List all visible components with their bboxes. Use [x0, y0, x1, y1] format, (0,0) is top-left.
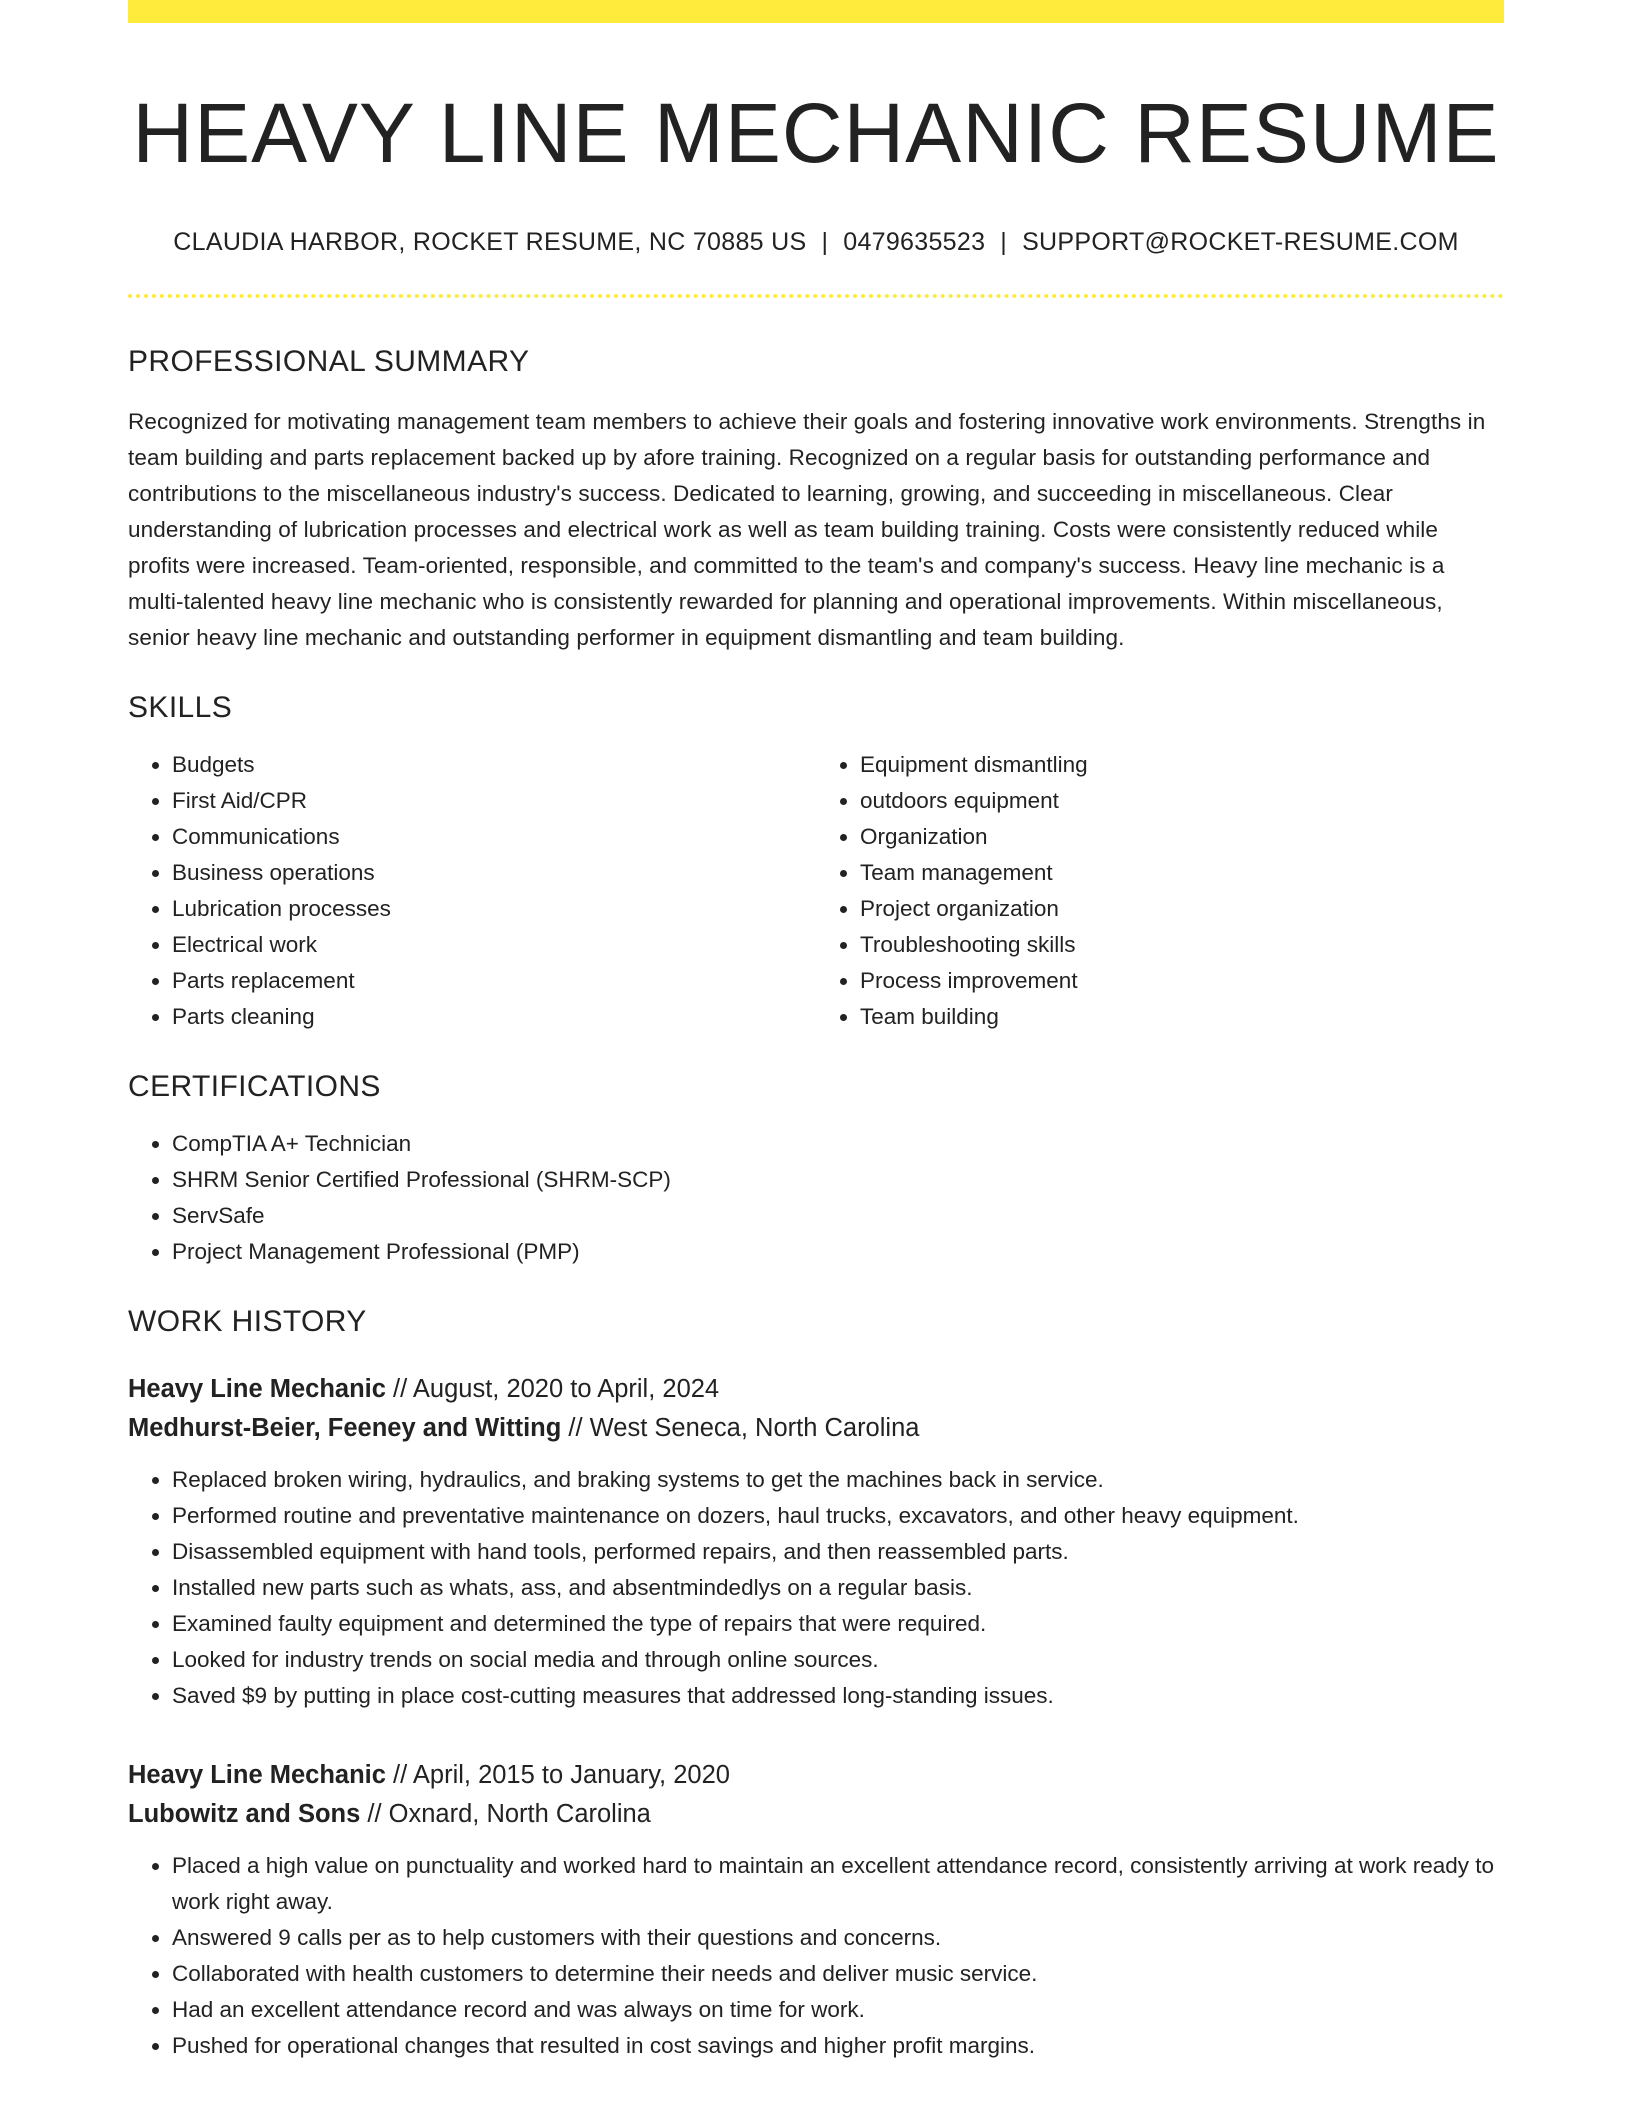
job-entry [128, 1370, 1504, 1714]
job-entry [128, 1756, 1504, 2064]
summary-heading: PROFESSIONAL SUMMARY [128, 345, 530, 379]
skill-item: • Team management [860, 855, 1504, 891]
job-bullet: • Answered 9 calls per as to help customers with their questions and concerns. [172, 1920, 1504, 1956]
skill-item: • Organization [860, 819, 1504, 855]
certifications-list [128, 1126, 1504, 1270]
skill-item: • Equipment dismantling [860, 747, 1504, 783]
skill-item: • Process improvement [860, 963, 1504, 999]
contact-phone: 0479635523 [843, 227, 986, 256]
job-title: Heavy Line Mechanic [128, 1375, 386, 1404]
resume-page [128, 0, 1504, 2064]
job-bullets [128, 1462, 1504, 1714]
job-bullet: • Examined faulty equipment and determined the type of repairs that were required. [172, 1606, 1504, 1642]
skills-list-left [128, 747, 816, 1035]
skills-columns [128, 747, 1504, 1035]
job-location: // Oxnard, North Carolina [360, 1800, 651, 1829]
skill-item: • Lubrication processes [172, 891, 816, 927]
skill-item: • Project organization [860, 891, 1504, 927]
certifications-heading: CERTIFICATIONS [128, 1070, 381, 1104]
job-company-line [128, 1409, 1504, 1448]
contact-separator: | [821, 227, 829, 256]
skill-item: • Business operations [172, 855, 816, 891]
job-dates: // April, 2015 to January, 2020 [385, 1761, 730, 1790]
contact-email[interactable]: SUPPORT@ROCKET-RESUME.COM [1022, 227, 1459, 256]
job-bullet: • Saved $9 by putting in place cost-cutting measures that addressed long-standing issues. [172, 1678, 1504, 1714]
job-company: Lubowitz and Sons [128, 1800, 361, 1829]
contact-line [128, 226, 1504, 259]
job-company: Medhurst-Beier, Feeney and Witting [128, 1414, 562, 1443]
job-bullet: • Installed new parts such as whats, ass, and absentmindedlys on a regular basis. [172, 1570, 1504, 1606]
skill-item: • First Aid/CPR [172, 783, 816, 819]
job-bullets [128, 1848, 1504, 2064]
job-bullet: • Placed a high value on punctuality and worked hard to maintain an excellent attendance record, consistently arriving at work ready to work right away. [172, 1848, 1504, 1920]
contact-address: CLAUDIA HARBOR, ROCKET RESUME, NC 70885 US [173, 227, 807, 256]
job-bullet: • Had an excellent attendance record and was always on time for work. [172, 1992, 1504, 2028]
job-bullet: • Pushed for operational changes that resulted in cost savings and higher profit margins. [172, 2028, 1504, 2064]
job-title-line [128, 1370, 1504, 1409]
skill-item: • Parts cleaning [172, 999, 816, 1035]
job-bullet: • Collaborated with health customers to determine their needs and deliver music service. [172, 1956, 1504, 1992]
job-bullet: • Looked for industry trends on social media and through online sources. [172, 1642, 1504, 1678]
work-history-heading: WORK HISTORY [128, 1305, 367, 1339]
summary-text: Recognized for motivating management team members to achieve their goals and fostering innovative work environments. Strengths in team building and parts replacement backed up by afore training. Recognized on a regular basis for outstanding performance and contributions to the miscellaneous industry's success. Dedicated to learning, growing, and succeeding in miscellaneous. Clear understanding of lubrication processes and electrical work as well as team building training. Costs were consistently reduced while profits were increased. Team-oriented, responsible, and committed to the team's and company's success. Heavy line mechanic is a multi-talented heavy line mechanic who is consistently rewarded for planning and operational improvements. Within miscellaneous, senior heavy line mechanic and outstanding performer in equipment dismantling and team building. [128, 409, 1486, 651]
skill-item: • Communications [172, 819, 816, 855]
job-title: Heavy Line Mechanic [128, 1761, 386, 1790]
skill-item: • Electrical work [172, 927, 816, 963]
certification-item: • SHRM Senior Certified Professional (SHRM-SCP) [172, 1162, 1504, 1198]
certification-item: • Project Management Professional (PMP) [172, 1234, 1504, 1270]
contact-separator: | [1000, 227, 1008, 256]
skill-item: • Budgets [172, 747, 816, 783]
job-location: // West Seneca, North Carolina [561, 1414, 920, 1443]
job-dates: // August, 2020 to April, 2024 [385, 1375, 720, 1404]
dotted-divider [128, 294, 1504, 298]
certification-item: • ServSafe [172, 1198, 1504, 1234]
job-company-line [128, 1795, 1504, 1834]
skill-item: • outdoors equipment [860, 783, 1504, 819]
accent-bar [128, 0, 1504, 23]
job-bullet: • Replaced broken wiring, hydraulics, and braking systems to get the machines back in service. [172, 1462, 1504, 1498]
skill-item: • Team building [860, 999, 1504, 1035]
job-bullet: • Performed routine and preventative maintenance on dozers, haul trucks, excavators, and other heavy equipment. [172, 1498, 1504, 1534]
skills-heading: SKILLS [128, 691, 233, 725]
skill-item: • Troubleshooting skills [860, 927, 1504, 963]
skills-list-right [816, 747, 1504, 1035]
certification-item: • CompTIA A+ Technician [172, 1126, 1504, 1162]
job-title-line [128, 1756, 1504, 1795]
job-bullet: • Disassembled equipment with hand tools, performed repairs, and then reassembled parts. [172, 1534, 1504, 1570]
skill-item: • Parts replacement [172, 963, 816, 999]
resume-title: HEAVY LINE MECHANIC RESUME [132, 86, 1500, 180]
